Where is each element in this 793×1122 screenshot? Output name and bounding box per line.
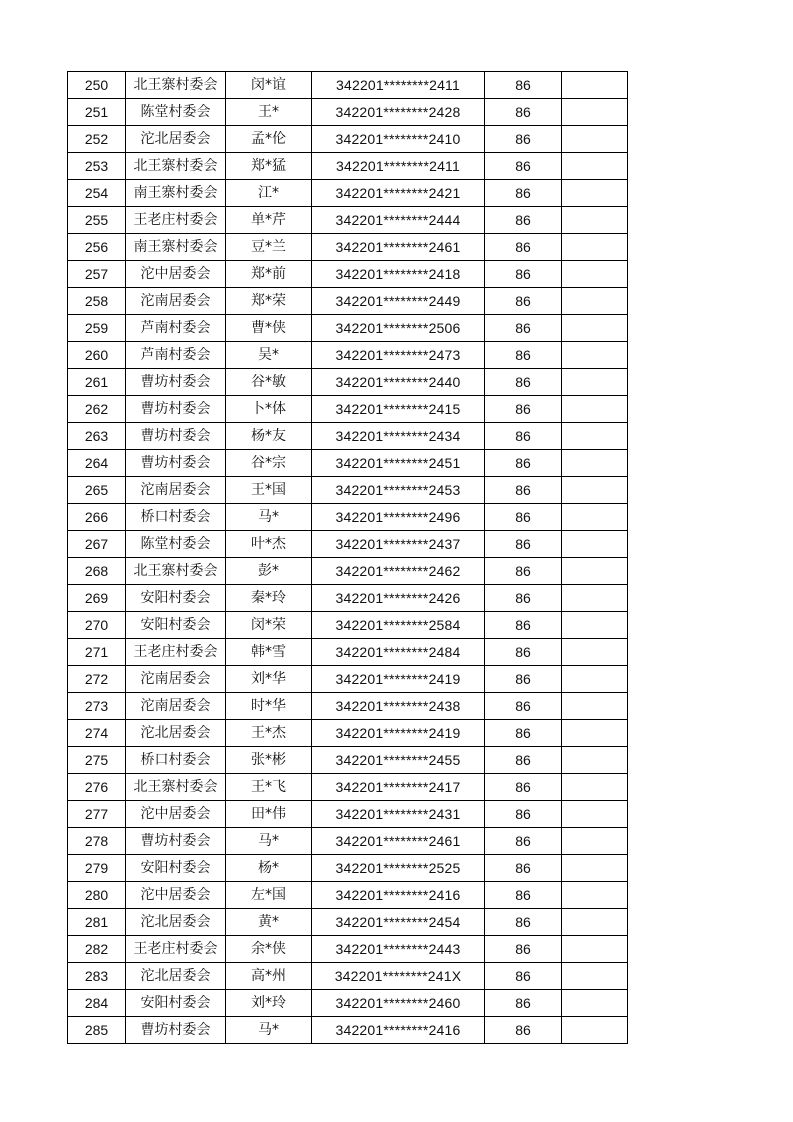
- id-number-cell: 342201********2416: [312, 882, 485, 909]
- remark-cell: [562, 963, 628, 990]
- score-cell: 86: [485, 504, 562, 531]
- remark-cell: [562, 369, 628, 396]
- unit-cell: 王老庄村委会: [126, 936, 226, 963]
- id-number-cell: 342201********2428: [312, 99, 485, 126]
- row-number-cell: 275: [68, 747, 126, 774]
- score-cell: 86: [485, 99, 562, 126]
- row-number-cell: 255: [68, 207, 126, 234]
- id-number-cell: 342201********2437: [312, 531, 485, 558]
- remark-cell: [562, 423, 628, 450]
- unit-cell: 北王寨村委会: [126, 153, 226, 180]
- remark-cell: [562, 450, 628, 477]
- id-number-cell: 342201********2416: [312, 1017, 485, 1044]
- table-row: [68, 855, 628, 882]
- id-number-cell: 342201********2584: [312, 612, 485, 639]
- person-name-cell: 马*: [226, 828, 312, 855]
- row-number-cell: 261: [68, 369, 126, 396]
- unit-cell: 陈堂村委会: [126, 99, 226, 126]
- score-cell: 86: [485, 585, 562, 612]
- table-row: [68, 342, 628, 369]
- unit-cell: 南王寨村委会: [126, 234, 226, 261]
- person-name-cell: 韩*雪: [226, 639, 312, 666]
- unit-cell: 沱北居委会: [126, 126, 226, 153]
- id-number-cell: 342201********2411: [312, 72, 485, 99]
- table-row: [68, 828, 628, 855]
- person-name-cell: 谷*敏: [226, 369, 312, 396]
- score-cell: 86: [485, 855, 562, 882]
- score-cell: 86: [485, 342, 562, 369]
- remark-cell: [562, 531, 628, 558]
- table-row: [68, 585, 628, 612]
- person-name-cell: 郑*猛: [226, 153, 312, 180]
- score-cell: 86: [485, 666, 562, 693]
- score-cell: 86: [485, 936, 562, 963]
- id-number-cell: 342201********2415: [312, 396, 485, 423]
- remark-cell: [562, 909, 628, 936]
- unit-cell: 安阳村委会: [126, 585, 226, 612]
- row-number-cell: 256: [68, 234, 126, 261]
- table-row: [68, 612, 628, 639]
- table-row: [68, 936, 628, 963]
- remark-cell: [562, 585, 628, 612]
- table-row: [68, 639, 628, 666]
- score-cell: 86: [485, 801, 562, 828]
- person-name-cell: 杨*: [226, 855, 312, 882]
- score-cell: 86: [485, 288, 562, 315]
- score-cell: 86: [485, 477, 562, 504]
- person-name-cell: 刘*玲: [226, 990, 312, 1017]
- id-number-cell: 342201********2431: [312, 801, 485, 828]
- id-number-cell: 342201********2417: [312, 774, 485, 801]
- id-number-cell: 342201********2455: [312, 747, 485, 774]
- unit-cell: 沱中居委会: [126, 882, 226, 909]
- row-number-cell: 277: [68, 801, 126, 828]
- remark-cell: [562, 639, 628, 666]
- unit-cell: 北王寨村委会: [126, 558, 226, 585]
- unit-cell: 陈堂村委会: [126, 531, 226, 558]
- id-number-cell: 342201********2461: [312, 234, 485, 261]
- score-cell: 86: [485, 747, 562, 774]
- id-number-cell: 342201********2506: [312, 315, 485, 342]
- score-cell: 86: [485, 531, 562, 558]
- remark-cell: [562, 72, 628, 99]
- person-name-cell: 时*华: [226, 693, 312, 720]
- remark-cell: [562, 234, 628, 261]
- remark-cell: [562, 180, 628, 207]
- remark-cell: [562, 396, 628, 423]
- person-name-cell: 曹*侠: [226, 315, 312, 342]
- row-number-cell: 258: [68, 288, 126, 315]
- score-cell: 86: [485, 693, 562, 720]
- person-name-cell: 王*: [226, 99, 312, 126]
- row-number-cell: 269: [68, 585, 126, 612]
- person-name-cell: 马*: [226, 1017, 312, 1044]
- unit-cell: 沱北居委会: [126, 909, 226, 936]
- id-number-cell: 342201********2484: [312, 639, 485, 666]
- table-row: [68, 396, 628, 423]
- table-row: [68, 1017, 628, 1044]
- id-number-cell: 342201********2411: [312, 153, 485, 180]
- score-cell: 86: [485, 180, 562, 207]
- row-number-cell: 283: [68, 963, 126, 990]
- person-name-cell: 郑*前: [226, 261, 312, 288]
- id-number-cell: 342201********2418: [312, 261, 485, 288]
- score-cell: 86: [485, 450, 562, 477]
- id-number-cell: 342201********2443: [312, 936, 485, 963]
- person-name-cell: 豆*兰: [226, 234, 312, 261]
- id-number-cell: 342201********2440: [312, 369, 485, 396]
- remark-cell: [562, 990, 628, 1017]
- id-number-cell: 342201********2419: [312, 666, 485, 693]
- person-name-cell: 谷*宗: [226, 450, 312, 477]
- person-name-cell: 刘*华: [226, 666, 312, 693]
- unit-cell: 沱南居委会: [126, 693, 226, 720]
- id-number-cell: 342201********2525: [312, 855, 485, 882]
- person-name-cell: 田*伟: [226, 801, 312, 828]
- person-name-cell: 左*国: [226, 882, 312, 909]
- person-name-cell: 马*: [226, 504, 312, 531]
- row-number-cell: 285: [68, 1017, 126, 1044]
- person-name-cell: 卜*体: [226, 396, 312, 423]
- table-row: [68, 72, 628, 99]
- score-cell: 86: [485, 423, 562, 450]
- remark-cell: [562, 801, 628, 828]
- table-row: [68, 450, 628, 477]
- table-row: [68, 909, 628, 936]
- remark-cell: [562, 774, 628, 801]
- table-row: [68, 801, 628, 828]
- row-number-cell: 259: [68, 315, 126, 342]
- unit-cell: 桥口村委会: [126, 504, 226, 531]
- table-row: [68, 990, 628, 1017]
- score-cell: 86: [485, 774, 562, 801]
- remark-cell: [562, 153, 628, 180]
- unit-cell: 安阳村委会: [126, 612, 226, 639]
- score-cell: 86: [485, 126, 562, 153]
- table-row: [68, 180, 628, 207]
- unit-cell: 沱中居委会: [126, 801, 226, 828]
- row-number-cell: 266: [68, 504, 126, 531]
- remark-cell: [562, 477, 628, 504]
- score-cell: 86: [485, 909, 562, 936]
- remark-cell: [562, 666, 628, 693]
- score-cell: 86: [485, 153, 562, 180]
- score-cell: 86: [485, 234, 562, 261]
- id-number-cell: 342201********2449: [312, 288, 485, 315]
- row-number-cell: 267: [68, 531, 126, 558]
- unit-cell: 曹坊村委会: [126, 450, 226, 477]
- person-name-cell: 孟*伦: [226, 126, 312, 153]
- unit-cell: 桥口村委会: [126, 747, 226, 774]
- remark-cell: [562, 207, 628, 234]
- table-row: [68, 693, 628, 720]
- table-row: [68, 315, 628, 342]
- unit-cell: 安阳村委会: [126, 990, 226, 1017]
- row-number-cell: 284: [68, 990, 126, 1017]
- score-cell: 86: [485, 882, 562, 909]
- row-number-cell: 264: [68, 450, 126, 477]
- roster-table-body: [68, 72, 628, 1044]
- remark-cell: [562, 693, 628, 720]
- id-number-cell: 342201********2460: [312, 990, 485, 1017]
- score-cell: 86: [485, 558, 562, 585]
- row-number-cell: 278: [68, 828, 126, 855]
- unit-cell: 芦南村委会: [126, 342, 226, 369]
- person-name-cell: 黄*: [226, 909, 312, 936]
- person-name-cell: 王*国: [226, 477, 312, 504]
- table-row: [68, 720, 628, 747]
- row-number-cell: 276: [68, 774, 126, 801]
- remark-cell: [562, 504, 628, 531]
- row-number-cell: 251: [68, 99, 126, 126]
- remark-cell: [562, 612, 628, 639]
- table-row: [68, 477, 628, 504]
- row-number-cell: 280: [68, 882, 126, 909]
- unit-cell: 曹坊村委会: [126, 396, 226, 423]
- id-number-cell: 342201********2461: [312, 828, 485, 855]
- score-cell: 86: [485, 207, 562, 234]
- remark-cell: [562, 882, 628, 909]
- remark-cell: [562, 855, 628, 882]
- id-number-cell: 342201********2496: [312, 504, 485, 531]
- table-row: [68, 963, 628, 990]
- table-row: [68, 774, 628, 801]
- score-cell: 86: [485, 828, 562, 855]
- table-row: [68, 126, 628, 153]
- row-number-cell: 281: [68, 909, 126, 936]
- table-row: [68, 423, 628, 450]
- remark-cell: [562, 261, 628, 288]
- table-row: [68, 666, 628, 693]
- remark-cell: [562, 828, 628, 855]
- row-number-cell: 271: [68, 639, 126, 666]
- unit-cell: 北王寨村委会: [126, 72, 226, 99]
- unit-cell: 曹坊村委会: [126, 369, 226, 396]
- person-name-cell: 张*彬: [226, 747, 312, 774]
- id-number-cell: 342201********2451: [312, 450, 485, 477]
- remark-cell: [562, 747, 628, 774]
- row-number-cell: 282: [68, 936, 126, 963]
- row-number-cell: 279: [68, 855, 126, 882]
- score-cell: 86: [485, 720, 562, 747]
- person-name-cell: 杨*友: [226, 423, 312, 450]
- row-number-cell: 260: [68, 342, 126, 369]
- score-cell: 86: [485, 612, 562, 639]
- person-name-cell: 王*杰: [226, 720, 312, 747]
- unit-cell: 南王寨村委会: [126, 180, 226, 207]
- row-number-cell: 262: [68, 396, 126, 423]
- person-name-cell: 闵*荣: [226, 612, 312, 639]
- id-number-cell: 342201********2434: [312, 423, 485, 450]
- person-name-cell: 余*侠: [226, 936, 312, 963]
- score-cell: 86: [485, 1017, 562, 1044]
- person-name-cell: 吴*: [226, 342, 312, 369]
- person-name-cell: 郑*荣: [226, 288, 312, 315]
- unit-cell: 安阳村委会: [126, 855, 226, 882]
- row-number-cell: 250: [68, 72, 126, 99]
- remark-cell: [562, 936, 628, 963]
- remark-cell: [562, 720, 628, 747]
- table-row: [68, 369, 628, 396]
- id-number-cell: 342201********2421: [312, 180, 485, 207]
- remark-cell: [562, 1017, 628, 1044]
- unit-cell: 北王寨村委会: [126, 774, 226, 801]
- unit-cell: 曹坊村委会: [126, 828, 226, 855]
- remark-cell: [562, 342, 628, 369]
- table-row: [68, 531, 628, 558]
- score-cell: 86: [485, 261, 562, 288]
- table-row: [68, 882, 628, 909]
- id-number-cell: 342201********2426: [312, 585, 485, 612]
- table-row: [68, 288, 628, 315]
- id-number-cell: 342201********2462: [312, 558, 485, 585]
- unit-cell: 沱北居委会: [126, 963, 226, 990]
- score-cell: 86: [485, 396, 562, 423]
- score-cell: 86: [485, 963, 562, 990]
- row-number-cell: 253: [68, 153, 126, 180]
- id-number-cell: 342201********2454: [312, 909, 485, 936]
- row-number-cell: 263: [68, 423, 126, 450]
- table-row: [68, 153, 628, 180]
- id-number-cell: 342201********2410: [312, 126, 485, 153]
- id-number-cell: 342201********2453: [312, 477, 485, 504]
- score-cell: 86: [485, 639, 562, 666]
- roster-table: [67, 71, 628, 1044]
- table-row: [68, 234, 628, 261]
- id-number-cell: 342201********241X: [312, 963, 485, 990]
- row-number-cell: 254: [68, 180, 126, 207]
- person-name-cell: 单*芹: [226, 207, 312, 234]
- unit-cell: 沱北居委会: [126, 720, 226, 747]
- row-number-cell: 274: [68, 720, 126, 747]
- person-name-cell: 江*: [226, 180, 312, 207]
- remark-cell: [562, 99, 628, 126]
- unit-cell: 沱中居委会: [126, 261, 226, 288]
- remark-cell: [562, 288, 628, 315]
- row-number-cell: 273: [68, 693, 126, 720]
- row-number-cell: 265: [68, 477, 126, 504]
- table-row: [68, 558, 628, 585]
- table-row: [68, 747, 628, 774]
- person-name-cell: 叶*杰: [226, 531, 312, 558]
- unit-cell: 沱南居委会: [126, 288, 226, 315]
- unit-cell: 曹坊村委会: [126, 423, 226, 450]
- remark-cell: [562, 126, 628, 153]
- id-number-cell: 342201********2444: [312, 207, 485, 234]
- table-row: [68, 99, 628, 126]
- unit-cell: 芦南村委会: [126, 315, 226, 342]
- score-cell: 86: [485, 369, 562, 396]
- person-name-cell: 王*飞: [226, 774, 312, 801]
- row-number-cell: 272: [68, 666, 126, 693]
- unit-cell: 王老庄村委会: [126, 207, 226, 234]
- unit-cell: 沱南居委会: [126, 477, 226, 504]
- score-cell: 86: [485, 315, 562, 342]
- score-cell: 86: [485, 72, 562, 99]
- remark-cell: [562, 315, 628, 342]
- table-row: [68, 261, 628, 288]
- table-row: [68, 504, 628, 531]
- id-number-cell: 342201********2419: [312, 720, 485, 747]
- unit-cell: 王老庄村委会: [126, 639, 226, 666]
- remark-cell: [562, 558, 628, 585]
- person-name-cell: 秦*玲: [226, 585, 312, 612]
- person-name-cell: 彭*: [226, 558, 312, 585]
- unit-cell: 曹坊村委会: [126, 1017, 226, 1044]
- row-number-cell: 268: [68, 558, 126, 585]
- id-number-cell: 342201********2473: [312, 342, 485, 369]
- id-number-cell: 342201********2438: [312, 693, 485, 720]
- row-number-cell: 252: [68, 126, 126, 153]
- person-name-cell: 闵*谊: [226, 72, 312, 99]
- score-cell: 86: [485, 990, 562, 1017]
- row-number-cell: 270: [68, 612, 126, 639]
- row-number-cell: 257: [68, 261, 126, 288]
- table-row: [68, 207, 628, 234]
- person-name-cell: 高*州: [226, 963, 312, 990]
- unit-cell: 沱南居委会: [126, 666, 226, 693]
